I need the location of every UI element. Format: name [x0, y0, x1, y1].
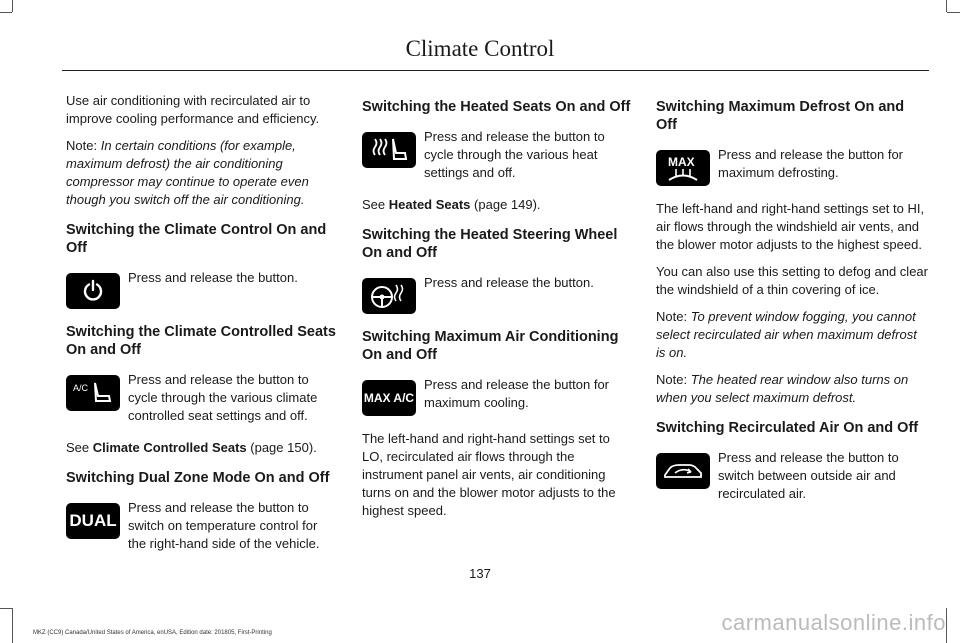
- crop-mark: [947, 12, 960, 13]
- dual-button-icon: [66, 503, 120, 539]
- control-description: Press and release the button.: [424, 275, 594, 290]
- heated-steering-wheel-icon: [362, 278, 416, 314]
- max-ac-icon-text: MAX A/C: [363, 391, 415, 405]
- control-max-ac: [362, 376, 634, 416]
- crop-mark: [946, 608, 947, 643]
- recirculated-air-icon: [656, 453, 710, 489]
- power-button-icon: [66, 273, 120, 309]
- note-paragraph: [66, 137, 338, 209]
- control-climate-power: [66, 269, 338, 309]
- max-defrost-paragraph-2: You can also use this setting to defog and clear the windshield of a thin covering of ice.: [656, 264, 928, 297]
- footer-edition: MKZ (CC9) Canada/United States of America, enUSA, Edition date: 201805, First-Printing: [33, 630, 272, 636]
- control-description: Press and release the button to cycle through the various climate controlled seat settings and off.: [128, 372, 318, 423]
- note-paragraph: Note: To prevent window fogging, you cannot select recirculated air when maximum defrost is on.: [656, 309, 917, 360]
- section-heading-recirculated-air: Switching Recirculated Air On and Off: [656, 420, 919, 436]
- section-heading-max-defrost: Switching Maximum Defrost On and Off: [656, 99, 905, 133]
- control-description: Press and release the button to switch between outside air and recirculated air.: [718, 450, 899, 501]
- control-heated-wheel: [362, 274, 634, 314]
- page-number: 137: [469, 566, 491, 581]
- control-max-defrost: [656, 146, 928, 186]
- see-link[interactable]: Climate Controlled Seats: [92, 440, 247, 455]
- see-reference: See Climate Controlled Seats (page 150).: [66, 440, 317, 455]
- watermark: carmanualsonline.info: [721, 610, 946, 635]
- crop-mark: [12, 0, 13, 12]
- control-description: Press and release the button to cycle through the various heat settings and off.: [424, 129, 605, 180]
- dual-icon-text: DUAL: [69, 511, 117, 530]
- see-link[interactable]: Heated Seats: [388, 197, 471, 212]
- control-description: Press and release the button.: [128, 270, 298, 285]
- max-ac-button-icon: [362, 380, 416, 416]
- intro-paragraph: Use air conditioning with recirculated air to improve cooling performance and efficiency.: [66, 93, 320, 126]
- control-dual-zone: [66, 499, 338, 553]
- control-description: Press and release the button to switch on temperature control for the right-hand side of the vehicle.: [128, 500, 320, 551]
- page-title: Climate Control: [405, 36, 555, 61]
- heated-seat-icon: [362, 132, 416, 168]
- control-heated-seats: [362, 128, 634, 182]
- section-heading-climate-onoff: Switching the Climate Control On and Off: [66, 222, 327, 256]
- climate-seat-icon: [66, 375, 120, 411]
- header-rule: [62, 70, 929, 71]
- column-3: [656, 92, 928, 517]
- column-2: [362, 92, 634, 529]
- note-paragraph: Note: The heated rear window also turns on when you select maximum defrost.: [656, 372, 909, 405]
- section-heading-heated-seats: Switching the Heated Seats On and Off: [362, 99, 631, 115]
- max-defrost-icon: [656, 150, 710, 186]
- crop-mark: [12, 608, 13, 643]
- control-description: Press and release the button for maximum defrosting.: [718, 147, 904, 180]
- section-heading-heated-wheel: Switching the Heated Steering Wheel On and Off: [362, 227, 618, 261]
- max-defrost-icon-text: MAX: [668, 155, 695, 169]
- crop-mark: [946, 0, 947, 12]
- control-climate-seats: [66, 371, 338, 425]
- crop-mark: [0, 608, 12, 609]
- column-1: [66, 92, 338, 567]
- section-heading-dual-zone: Switching Dual Zone Mode On and Off: [66, 470, 330, 486]
- crop-mark: [0, 12, 12, 13]
- control-recirculated-air: [656, 449, 928, 503]
- section-heading-max-ac: Switching Maximum Air Conditioning On and Off: [362, 329, 619, 363]
- max-ac-paragraph: The left-hand and right-hand settings set to LO, recirculated air flows through the instrument panel air vents, air conditioning turns on and the blower motor adjusts to the highest speed.: [362, 431, 616, 518]
- section-heading-climate-seats: Switching the Climate Controlled Seats On and Off: [66, 324, 336, 358]
- see-reference: See Heated Seats (page 149).: [362, 197, 541, 212]
- control-description: Press and release the button for maximum cooling.: [424, 377, 610, 410]
- max-defrost-paragraph-1: The left-hand and right-hand settings set to HI, air flows through the windshield air vents, and the blower motor adjusts to the highest speed.: [656, 201, 925, 252]
- climate-seat-icon-text: A/C: [73, 383, 89, 393]
- note-text: In certain conditions (for example, maximum defrost) the air conditioning compressor may continue to operate even though you switch off the air conditioning.: [66, 138, 309, 207]
- note-label: Note:: [66, 138, 98, 153]
